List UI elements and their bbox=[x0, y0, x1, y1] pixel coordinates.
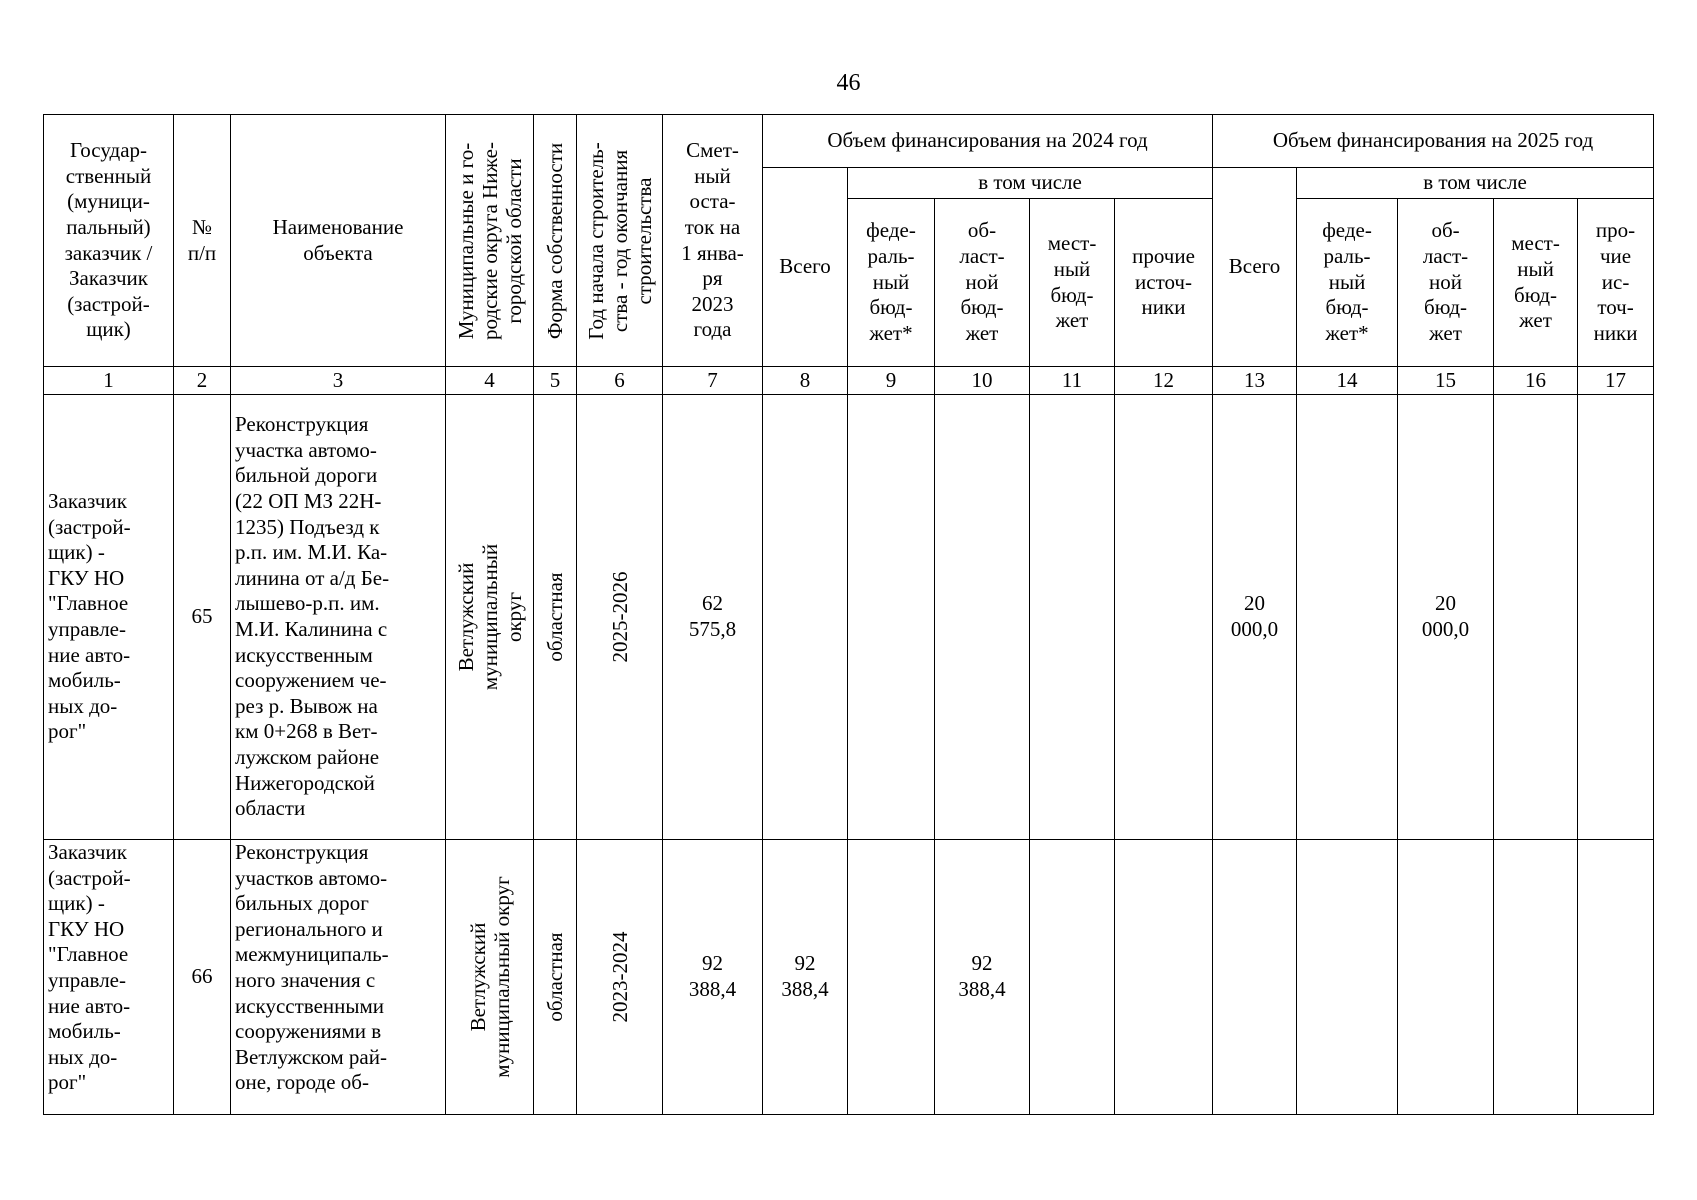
text-line: 1 янва- bbox=[681, 240, 744, 265]
text-line: п/п bbox=[187, 240, 217, 265]
text-line: строительства bbox=[631, 176, 656, 305]
column-number: 10 bbox=[935, 367, 1030, 395]
text-line: Заказчик bbox=[69, 266, 148, 291]
header-local-2025 bbox=[1494, 199, 1578, 367]
text-line: 62 bbox=[702, 591, 723, 616]
text-line: оста- bbox=[689, 189, 736, 214]
header-construction-years bbox=[577, 115, 663, 367]
text-line: Нижегородской bbox=[235, 770, 375, 795]
text-line: рез р. Вывож на bbox=[235, 693, 378, 718]
text-line: бюд- bbox=[1325, 295, 1369, 320]
text-line: ря bbox=[702, 266, 723, 291]
text-line: управле- bbox=[48, 617, 126, 641]
column-number: 9 bbox=[848, 367, 935, 395]
header-other-2025 bbox=[1578, 199, 1654, 367]
header-regional-2024 bbox=[935, 199, 1030, 367]
text-line: Ветлужском рай- bbox=[235, 1044, 387, 1069]
text-line: 000,0 bbox=[1421, 617, 1470, 641]
row-regional-2025 bbox=[1398, 840, 1494, 1115]
column-number: 15 bbox=[1398, 367, 1494, 395]
text-line: 20 bbox=[1435, 591, 1457, 616]
row-local-2024 bbox=[1030, 395, 1115, 840]
row-object-name bbox=[231, 395, 446, 840]
text-line: об- bbox=[967, 218, 997, 243]
header-financing-2025: Объем финансирования на 2025 год bbox=[1213, 115, 1654, 168]
text-line: ного значения с bbox=[235, 968, 376, 993]
header-federal-2025 bbox=[1297, 199, 1398, 367]
text-line: ники bbox=[1141, 295, 1186, 320]
text-line: Реконструкция bbox=[235, 840, 369, 864]
row-total-2025 bbox=[1213, 840, 1297, 1115]
text-line: "Главное bbox=[48, 591, 129, 616]
row-other-2025 bbox=[1578, 395, 1654, 840]
text-line: мест- bbox=[1047, 231, 1097, 256]
text-line: ный bbox=[1517, 256, 1554, 281]
text-line: Реконструкция bbox=[235, 412, 369, 437]
text-line: ис- bbox=[1601, 269, 1630, 294]
text-line: рог" bbox=[48, 719, 87, 744]
column-number: 2 bbox=[174, 367, 231, 395]
column-number: 14 bbox=[1297, 367, 1398, 395]
text-line: км 0+268 в Вет- bbox=[235, 719, 378, 744]
text-line: Ветлужский bbox=[453, 562, 478, 672]
text-line: ние авто- bbox=[48, 993, 131, 1018]
text-line: бюд- bbox=[1514, 282, 1558, 307]
text-line: бильных дорог bbox=[235, 891, 369, 916]
header-total-2025: Всего bbox=[1213, 168, 1297, 367]
row-number: 66 bbox=[174, 840, 231, 1115]
text-line: 92 bbox=[702, 951, 723, 976]
header-ownership bbox=[534, 115, 577, 367]
text-line: жет bbox=[965, 320, 999, 345]
row-total-2024 bbox=[763, 840, 848, 1115]
row-federal-2025 bbox=[1297, 395, 1398, 840]
text-line: ных до- bbox=[48, 693, 118, 718]
text-line: чие bbox=[1599, 244, 1632, 269]
text-line: управле- bbox=[48, 968, 126, 993]
text-line: сооружениями в bbox=[235, 1019, 382, 1044]
text-line: ласт- bbox=[959, 244, 1005, 269]
row-local-2024 bbox=[1030, 840, 1115, 1115]
text-line: 92 bbox=[971, 951, 993, 976]
text-line: ники bbox=[1593, 320, 1638, 345]
text-line: ток на bbox=[684, 214, 741, 239]
text-line: (22 ОП МЗ 22Н- bbox=[235, 488, 382, 513]
text-line: Государ- bbox=[69, 138, 148, 163]
row-construction-years: 2023-2024 bbox=[577, 840, 663, 1115]
row-total-2025 bbox=[1213, 395, 1297, 840]
text-line: щик) bbox=[86, 317, 131, 342]
text-line: М.И. Калинина с bbox=[235, 617, 388, 641]
text-line: ласт- bbox=[1422, 244, 1469, 269]
text-line: года bbox=[693, 317, 732, 342]
text-line: межмуниципаль- bbox=[235, 942, 389, 967]
text-line: ГКУ НО bbox=[48, 565, 125, 590]
header-including-2024: в том числе bbox=[848, 168, 1213, 199]
header-customer bbox=[44, 115, 174, 367]
text-line: области bbox=[235, 796, 306, 821]
text-line: Ветлужский bbox=[465, 922, 490, 1032]
text-line: регионального и bbox=[235, 916, 383, 941]
text-line: раль- bbox=[1323, 244, 1371, 269]
text-line: про- bbox=[1595, 218, 1636, 243]
column-number: 13 bbox=[1213, 367, 1297, 395]
text-line: 20 bbox=[1244, 591, 1266, 616]
text-line: объекта bbox=[303, 240, 373, 265]
row-regional-2025 bbox=[1398, 395, 1494, 840]
text-line: муниципальный округ bbox=[489, 876, 514, 1078]
text-line: ственный bbox=[65, 163, 152, 188]
column-number: 12 bbox=[1115, 367, 1213, 395]
row-other-2024 bbox=[1115, 840, 1213, 1115]
header-financing-2024: Объем финансирования на 2024 год bbox=[763, 115, 1213, 168]
text-line: 388,4 bbox=[958, 977, 1006, 1001]
text-line: 388,4 bbox=[781, 977, 829, 1001]
row-district bbox=[446, 840, 534, 1115]
header-estimate-balance bbox=[663, 115, 763, 367]
row-total-2024 bbox=[763, 395, 848, 840]
text-line: жет bbox=[1055, 308, 1089, 333]
text-line: источ- bbox=[1135, 269, 1192, 294]
text-line: городской области bbox=[501, 157, 526, 324]
column-number: 16 bbox=[1494, 367, 1578, 395]
row-federal-2025 bbox=[1297, 840, 1398, 1115]
text-line: бюд- bbox=[1050, 282, 1094, 307]
row-other-2024 bbox=[1115, 395, 1213, 840]
text-line: заказчик / bbox=[64, 240, 153, 265]
text-line: 000,0 bbox=[1230, 617, 1279, 641]
row-number: 65 bbox=[174, 395, 231, 840]
row-local-2025 bbox=[1494, 395, 1578, 840]
text-line: ный bbox=[1328, 269, 1366, 294]
text-line: жет* bbox=[869, 320, 913, 345]
column-number: 17 bbox=[1578, 367, 1654, 395]
text-line: ный bbox=[872, 269, 910, 294]
text-line: об- bbox=[1431, 218, 1460, 243]
text-line: р.п. им. М.И. Ка- bbox=[235, 540, 388, 565]
text-line: участков автомо- bbox=[235, 865, 388, 890]
text-line: оне, городе об- bbox=[235, 1070, 369, 1095]
text-line: Год начала строитель- bbox=[583, 141, 608, 340]
column-number: 3 bbox=[231, 367, 446, 395]
text-line: (застрой- bbox=[48, 865, 131, 890]
text-line: сооружением че- bbox=[235, 668, 387, 693]
text-line: Форма собственности bbox=[542, 142, 567, 339]
text-line: 2023 bbox=[691, 291, 734, 316]
header-total-2024: Всего bbox=[763, 168, 848, 367]
table-row bbox=[44, 840, 1654, 1115]
row-federal-2024 bbox=[848, 840, 935, 1115]
text-line: участка автомо- bbox=[235, 437, 377, 462]
text-line: 1235) Подъезд к bbox=[235, 514, 380, 539]
column-number: 4 bbox=[446, 367, 534, 395]
text-line: Наименование bbox=[272, 214, 404, 239]
text-line: (муници- bbox=[67, 189, 150, 214]
text-line: Смет- bbox=[686, 138, 739, 163]
text-line: мобиль- bbox=[48, 1019, 121, 1044]
text-line: раль- bbox=[867, 244, 915, 269]
text-line: лужском районе bbox=[235, 745, 380, 770]
row-construction-years: 2025-2026 bbox=[577, 395, 663, 840]
text-line: (застрой- bbox=[67, 291, 150, 316]
text-line: прочие bbox=[1132, 244, 1195, 269]
text-line: ние авто- bbox=[48, 642, 131, 667]
text-line: ных до- bbox=[48, 1044, 118, 1069]
column-number: 8 bbox=[763, 367, 848, 395]
text-line: ной bbox=[965, 269, 999, 294]
text-line: пальный) bbox=[66, 214, 151, 239]
text-line: щик) - bbox=[48, 891, 105, 916]
text-line: искусственным bbox=[235, 642, 373, 667]
column-number: 6 bbox=[577, 367, 663, 395]
text-line: феде- bbox=[866, 218, 916, 243]
text-line: мобиль- bbox=[48, 668, 121, 693]
row-customer bbox=[44, 840, 174, 1115]
text-line: искусственными bbox=[235, 993, 385, 1018]
text-line: жет* bbox=[1325, 320, 1369, 345]
header-object-name bbox=[231, 115, 446, 367]
header-district bbox=[446, 115, 534, 367]
row-local-2025 bbox=[1494, 840, 1578, 1115]
text-line: лышево-р.п. им. bbox=[235, 591, 380, 616]
row-object-name bbox=[231, 840, 446, 1115]
text-line: жет bbox=[1519, 308, 1552, 333]
text-line: 92 bbox=[794, 951, 816, 976]
investment-table bbox=[43, 114, 1654, 1115]
header-other-2024 bbox=[1115, 199, 1213, 367]
text-line: бюд- bbox=[1424, 295, 1468, 320]
header-including-2025: в том числе bbox=[1297, 168, 1654, 199]
column-numbers-row bbox=[44, 367, 1654, 395]
text-line: точ- bbox=[1597, 295, 1634, 320]
row-estimate-balance bbox=[663, 840, 763, 1115]
text-line: Заказчик bbox=[48, 488, 127, 513]
text-line: жет bbox=[1429, 320, 1462, 345]
column-number: 5 bbox=[534, 367, 577, 395]
header-regional-2025 bbox=[1398, 199, 1494, 367]
header-number bbox=[174, 115, 231, 367]
text-line: ной bbox=[1429, 269, 1463, 294]
page-number: 46 bbox=[836, 70, 861, 96]
row-estimate-balance bbox=[663, 395, 763, 840]
text-line: бильной дороги bbox=[235, 463, 378, 488]
text-line: (застрой- bbox=[48, 514, 131, 539]
row-other-2025 bbox=[1578, 840, 1654, 1115]
row-regional-2024 bbox=[935, 840, 1030, 1115]
text-line: родские округа Ниже- bbox=[477, 141, 502, 340]
column-number: 11 bbox=[1030, 367, 1115, 395]
text-line: округ bbox=[501, 591, 526, 643]
text-line: № bbox=[191, 214, 213, 239]
text-line: Заказчик bbox=[48, 840, 127, 864]
text-line: бюд- bbox=[960, 295, 1004, 320]
text-line: бюд- bbox=[869, 295, 913, 320]
row-regional-2024 bbox=[935, 395, 1030, 840]
header-local-2024 bbox=[1030, 199, 1115, 367]
text-line: ный bbox=[1053, 256, 1091, 281]
text-line: щик) - bbox=[48, 540, 105, 565]
row-district bbox=[446, 395, 534, 840]
text-line: линина от а/д Бе- bbox=[235, 565, 390, 590]
row-customer bbox=[44, 395, 174, 840]
text-line: мест- bbox=[1511, 231, 1560, 256]
text-line: ства - год окончания bbox=[607, 149, 632, 332]
table-row bbox=[44, 395, 1654, 840]
column-number: 7 bbox=[663, 367, 763, 395]
text-line: феде- bbox=[1322, 218, 1372, 243]
row-ownership: областная bbox=[534, 395, 577, 840]
header-federal-2024 bbox=[848, 199, 935, 367]
text-line: муниципальный bbox=[477, 543, 502, 691]
text-line: 575,8 bbox=[688, 617, 737, 641]
text-line: Муниципальные и го- bbox=[453, 142, 478, 339]
text-line: ный bbox=[694, 163, 731, 188]
column-number: 1 bbox=[44, 367, 174, 395]
text-line: "Главное bbox=[48, 942, 129, 967]
row-federal-2024 bbox=[848, 395, 935, 840]
text-line: рог" bbox=[48, 1070, 87, 1095]
text-line: 388,4 bbox=[688, 977, 737, 1001]
row-ownership: областная bbox=[534, 840, 577, 1115]
text-line: ГКУ НО bbox=[48, 916, 125, 941]
